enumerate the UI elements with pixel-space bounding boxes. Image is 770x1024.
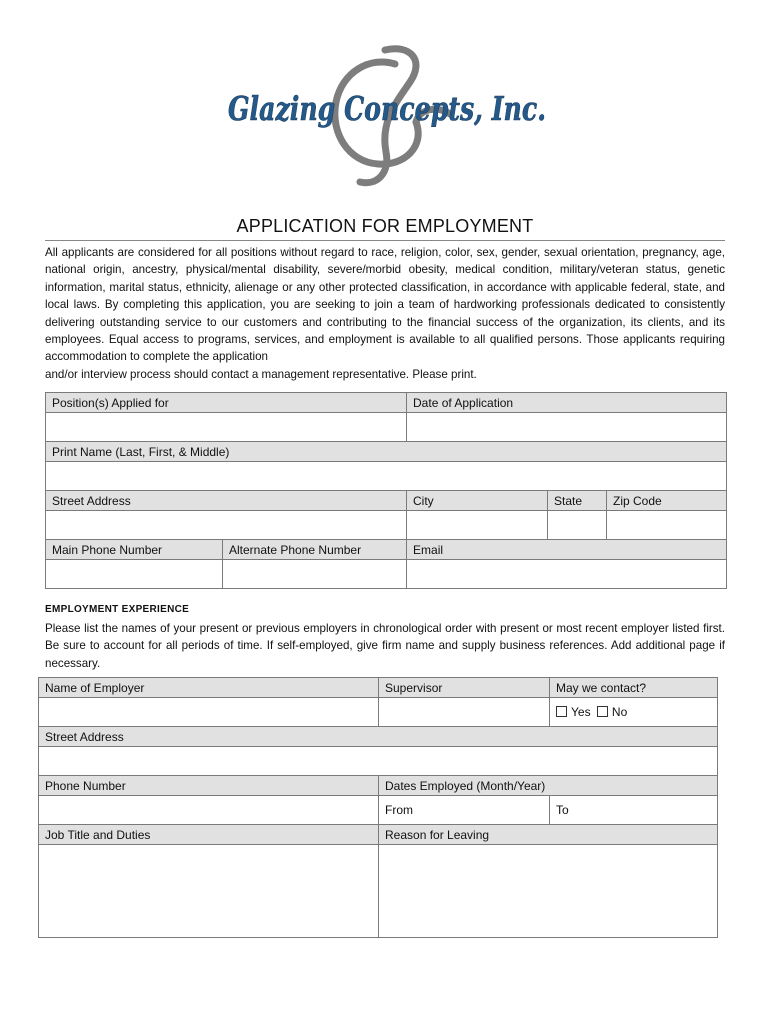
may-contact-options xyxy=(550,698,718,727)
state-input[interactable] xyxy=(548,511,607,540)
main-phone-label: Main Phone Number xyxy=(46,540,223,560)
employer-phone-label: Phone Number xyxy=(39,776,379,796)
date-label: Date of Application xyxy=(407,393,727,413)
street-input[interactable] xyxy=(46,511,407,540)
contact-yes-label: Yes xyxy=(571,705,591,719)
alt-phone-label: Alternate Phone Number xyxy=(223,540,407,560)
employment-instructions: Please list the names of your present or previous employers in chronological order with present or most recent employer listed first. Be sure to account for all periods of time. If self-employed, give firm name and supply business references. Add additional page if necessary. xyxy=(45,622,725,670)
company-logo xyxy=(220,42,560,192)
email-input[interactable] xyxy=(407,560,727,589)
applicant-info-table xyxy=(45,392,727,589)
page-title: APPLICATION FOR EMPLOYMENT xyxy=(236,216,534,236)
alt-phone-input[interactable] xyxy=(223,560,407,589)
employer-phone-input[interactable] xyxy=(39,796,379,825)
email-label: Email xyxy=(407,540,727,560)
contact-no-checkbox[interactable] xyxy=(597,706,608,717)
title-divider xyxy=(45,240,725,241)
street-label: Street Address xyxy=(46,491,407,511)
employer-street-label: Street Address xyxy=(39,727,718,747)
zip-label: Zip Code xyxy=(607,491,727,511)
employment-heading: EMPLOYMENT EXPERIENCE xyxy=(45,604,190,615)
contact-yes-checkbox[interactable] xyxy=(556,706,567,717)
date-from-label: From xyxy=(385,803,413,817)
supervisor-label: Supervisor xyxy=(379,678,550,698)
date-to-label: To xyxy=(556,803,569,817)
employer-name-input[interactable] xyxy=(39,698,379,727)
job-title-label: Job Title and Duties xyxy=(39,825,379,845)
contact-no-label: No xyxy=(611,705,628,719)
job-title-input[interactable] xyxy=(39,845,379,938)
date-input[interactable] xyxy=(407,413,727,442)
zip-input[interactable] xyxy=(607,511,727,540)
employment-table xyxy=(38,677,718,938)
state-label: State xyxy=(548,491,607,511)
company-logo-text: Glazing Concepts, Inc. xyxy=(228,89,546,128)
city-input[interactable] xyxy=(407,511,548,540)
city-label: City xyxy=(407,491,548,511)
employer-name-label: Name of Employer xyxy=(39,678,379,698)
intro-last-line: and/or interview process should contact a management representative. Please print. xyxy=(45,367,477,381)
intro-body: All applicants are considered for all positions without regard to race, religion, color, sex, gender, sexual orientation, pregnancy, age, national origin, ancestry, physical/mental disability, severe/morbid obesity, medical condition, military/veteran status, genetic information, marital status, ethnicity, alienage or any other protected classification, in accordance with applicable federal, state, and local laws. By completing this application, you are seeking to join a team of hardworking professionals dedicated to consistently delivering outstanding service to our customers and contributing to the financial success of the organization, its clients, and its employees. Equal access to programs, services, and employment is available to all qualified persons. Those applicants requiring accommodation to complete the application xyxy=(45,246,725,364)
may-contact-label: May we contact? xyxy=(550,678,718,698)
date-to-input[interactable] xyxy=(550,796,718,825)
intro-paragraph xyxy=(45,244,725,383)
reason-input[interactable] xyxy=(379,845,718,938)
position-input[interactable] xyxy=(46,413,407,442)
date-from-input[interactable] xyxy=(379,796,550,825)
reason-label: Reason for Leaving xyxy=(379,825,718,845)
main-phone-input[interactable] xyxy=(46,560,223,589)
name-label: Print Name (Last, First, & Middle) xyxy=(46,442,727,462)
dates-employed-label: Dates Employed (Month/Year) xyxy=(379,776,718,796)
position-label: Position(s) Applied for xyxy=(46,393,407,413)
employer-street-input[interactable] xyxy=(39,747,718,776)
supervisor-input[interactable] xyxy=(379,698,550,727)
name-input[interactable] xyxy=(46,462,727,491)
